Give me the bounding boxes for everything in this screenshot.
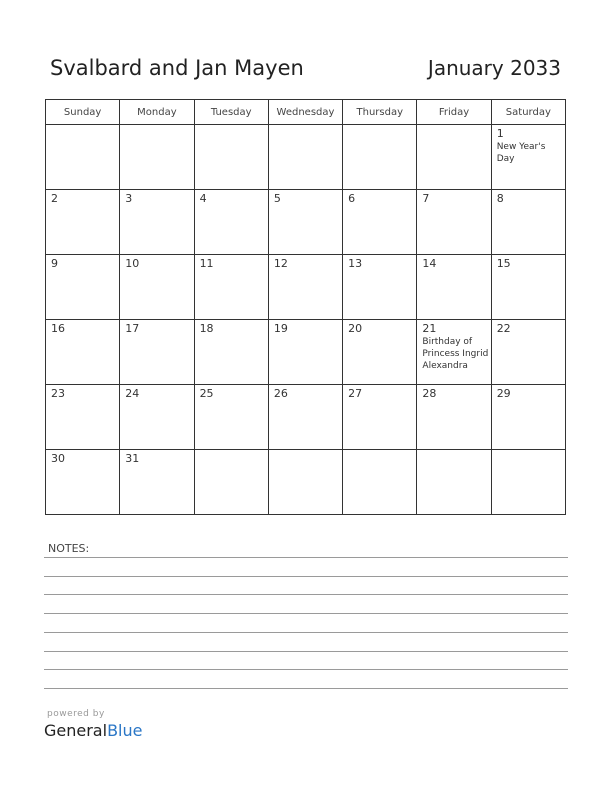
day-cell <box>417 320 491 385</box>
day-cell <box>268 385 342 450</box>
day-number: 18 <box>199 322 214 335</box>
week-row <box>46 190 566 255</box>
weekday-wednesday: Wednesday <box>268 100 342 125</box>
day-cell <box>194 190 268 255</box>
day-cell <box>120 125 194 190</box>
day-number: 24 <box>125 387 140 400</box>
day-number: 3 <box>125 192 133 205</box>
day-cell <box>491 385 565 450</box>
day-number: 15 <box>496 257 511 270</box>
day-cell <box>194 385 268 450</box>
calendar-grid <box>45 99 566 515</box>
day-number: 31 <box>125 452 140 465</box>
day-cell <box>491 255 565 320</box>
powered-by-label: powered by <box>47 709 105 719</box>
day-number <box>195 125 268 128</box>
day-cell <box>194 320 268 385</box>
calendar-month-title: January 2033 <box>427 56 561 80</box>
day-cell <box>194 255 268 320</box>
day-cell <box>46 125 120 190</box>
day-cell <box>120 450 194 515</box>
weekday-monday: Monday <box>120 100 194 125</box>
generalblue-logo <box>44 721 142 740</box>
day-cell <box>268 450 342 515</box>
day-cell <box>491 190 565 255</box>
weekday-sunday: Sunday <box>46 100 120 125</box>
day-number: 19 <box>273 322 288 335</box>
day-cell <box>46 320 120 385</box>
holiday-label: New Year's Day <box>496 142 546 164</box>
day-number <box>417 125 490 128</box>
brand-blue: Blue <box>107 721 143 740</box>
day-number: 14 <box>422 257 437 270</box>
day-cell <box>343 320 417 385</box>
calendar-weeks <box>46 125 566 515</box>
notes-line <box>44 651 568 652</box>
day-number: 20 <box>348 322 363 335</box>
day-cell <box>343 385 417 450</box>
day-number: 23 <box>51 387 65 400</box>
day-cell <box>343 255 417 320</box>
day-number: 1 <box>496 127 504 140</box>
day-cell <box>46 190 120 255</box>
day-number: 5 <box>273 192 281 205</box>
day-number: 6 <box>348 192 356 205</box>
day-cell <box>343 450 417 515</box>
day-number: 8 <box>496 192 504 205</box>
day-number: 25 <box>199 387 214 400</box>
day-number <box>269 125 342 128</box>
notes-line <box>44 669 568 670</box>
week-row <box>46 450 566 515</box>
day-cell <box>46 255 120 320</box>
notes-line <box>44 576 568 577</box>
day-cell <box>46 450 120 515</box>
holiday-label: Birthday of Princess Ingrid Alexandra <box>422 337 489 371</box>
day-number: 13 <box>348 257 363 270</box>
day-number <box>343 450 416 453</box>
day-number: 27 <box>348 387 363 400</box>
day-number: 11 <box>199 257 214 270</box>
week-row <box>46 320 566 385</box>
day-cell <box>120 190 194 255</box>
day-cell <box>491 125 565 190</box>
day-number: 17 <box>125 322 140 335</box>
weekday-tuesday: Tuesday <box>194 100 268 125</box>
calendar-country-title: Svalbard and Jan Mayen <box>50 56 304 80</box>
day-number: 12 <box>273 257 288 270</box>
day-number: 22 <box>496 322 511 335</box>
day-number: 16 <box>51 322 65 335</box>
day-number: 30 <box>51 452 65 465</box>
day-number: 7 <box>422 192 430 205</box>
weekday-thursday: Thursday <box>343 100 417 125</box>
day-cell <box>343 125 417 190</box>
day-cell <box>194 450 268 515</box>
brand-general: General <box>44 721 108 740</box>
day-cell <box>343 190 417 255</box>
day-number <box>343 125 416 128</box>
weekday-saturday: Saturday <box>491 100 565 125</box>
day-number: 4 <box>199 192 207 205</box>
day-number <box>120 125 193 128</box>
day-cell <box>417 385 491 450</box>
day-cell <box>417 255 491 320</box>
notes-line <box>44 688 568 689</box>
day-number: 29 <box>496 387 511 400</box>
day-number <box>195 450 268 453</box>
day-cell <box>268 190 342 255</box>
day-cell <box>417 450 491 515</box>
day-cell <box>194 125 268 190</box>
day-number: 2 <box>51 192 58 205</box>
week-row <box>46 255 566 320</box>
day-cell <box>417 190 491 255</box>
day-number: 26 <box>273 387 288 400</box>
day-number <box>269 450 342 453</box>
day-cell <box>120 320 194 385</box>
day-number: 9 <box>51 257 58 270</box>
day-cell <box>491 320 565 385</box>
notes-label: NOTES: <box>48 542 90 555</box>
week-row <box>46 125 566 190</box>
day-cell <box>46 385 120 450</box>
day-cell <box>491 450 565 515</box>
day-cell <box>268 320 342 385</box>
day-number: 21 <box>422 322 437 335</box>
notes-line <box>44 613 568 614</box>
day-number <box>492 450 565 453</box>
day-cell <box>268 125 342 190</box>
week-row <box>46 385 566 450</box>
day-cell <box>120 385 194 450</box>
day-number <box>46 125 119 128</box>
day-cell <box>417 125 491 190</box>
day-cell <box>268 255 342 320</box>
day-number <box>417 450 490 453</box>
day-number: 28 <box>422 387 437 400</box>
weekday-friday: Friday <box>417 100 491 125</box>
day-cell <box>120 255 194 320</box>
weekday-header-row <box>46 100 566 125</box>
notes-line <box>44 594 568 595</box>
notes-line <box>44 557 568 558</box>
notes-line <box>44 632 568 633</box>
day-number: 10 <box>125 257 140 270</box>
